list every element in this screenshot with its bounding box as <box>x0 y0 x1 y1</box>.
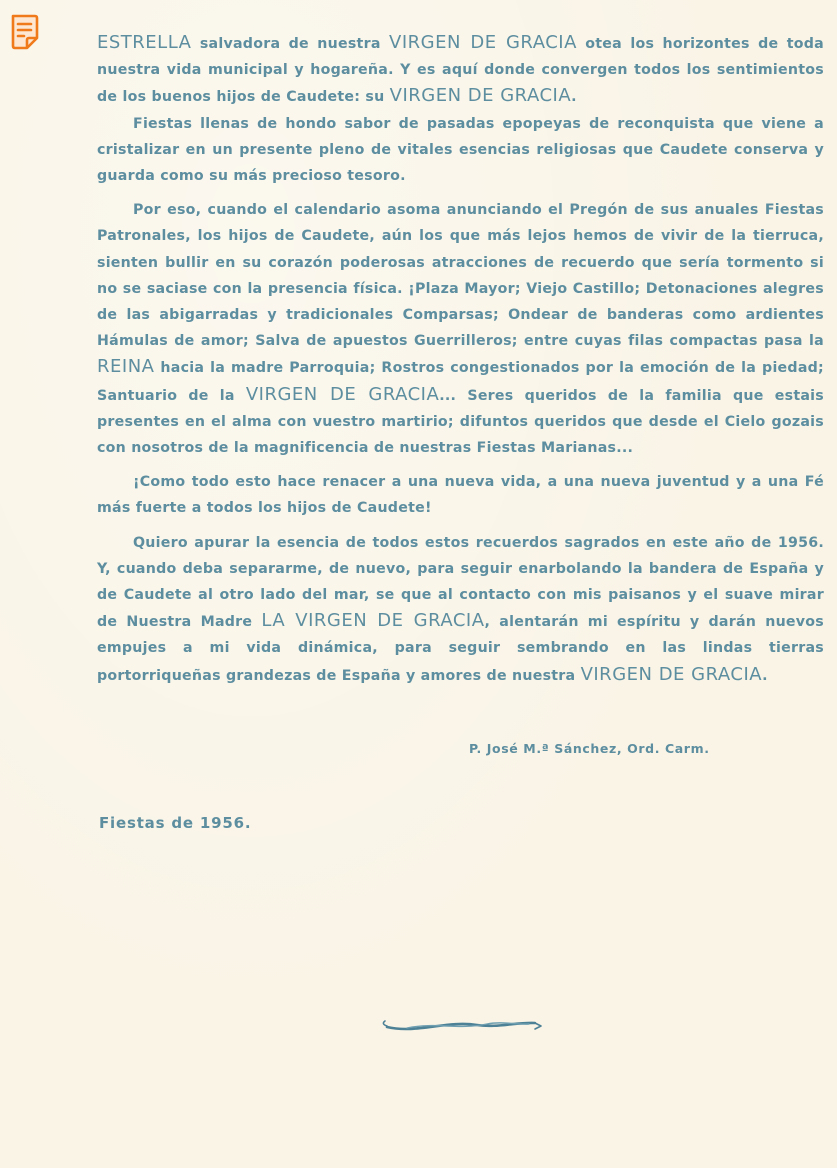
virgin-name: LA VIRGEN DE GRACIA <box>261 610 485 632</box>
reina-word: REINA <box>97 356 155 378</box>
note-icon-graphic <box>10 14 40 50</box>
author-signature: P. José M.ª Sánchez, Ord. Carm. <box>469 741 710 756</box>
paragraph-4: ¡Como todo esto hace renacer a una nueva vida, a una nueva juventud y a una Fé más fuerte a todos los hijos de Caudete! <box>97 474 824 517</box>
text-run: ... Seres queridos de la familia que estais presentes en el alma con vuestro martirio; difuntos queridos que desde el Cielo gozais con nosotros de la magnificencia de nuestras Fiestas Marianas... <box>97 387 824 457</box>
paragraph-1 <box>97 30 824 111</box>
article-body <box>97 30 824 689</box>
footer-date: Fiestas de 1956. <box>99 814 252 832</box>
text-run: Quiero apurar la esencia de todos estos recuerdos sagrados en este año de 1956. Y, cuando deba separarme, de nuevo, para seguir enarbolando la bandera de España y de Caudete al otro lado del mar, se que al contacto con mis paisanos y el suave mirar de Nuestra Madre <box>97 534 824 631</box>
text-run: hacia la madre Parroquia; Rostros congestionados por la emoción de la piedad; Santuario de la <box>97 360 824 404</box>
virgin-name: VIRGEN DE GRACIA <box>580 663 763 685</box>
virgin-name: VIRGEN DE GRACIA <box>389 32 577 53</box>
text-run: . <box>762 667 768 684</box>
virgin-name: VIRGEN DE GRACIA <box>389 85 572 107</box>
paragraph-3 <box>97 197 824 461</box>
text-run: salvadora de nuestra <box>191 36 390 52</box>
text-run: , alentarán mi espíritu y darán nuevos empujes a mi vida dinámica, para seguir sembrando en las lindas tierras portorriqueñas grandezas de España y amores de nuestra <box>97 614 824 684</box>
ornament-flourish <box>377 1016 545 1036</box>
text-run: Por eso, cuando el calendario asoma anunciando el Pregón de sus anuales Fiestas Patronales, los hijos de Caudete, aún los que más lejos hemos de vivir de la tierruca, sienten bullir en su corazón poderosas atracciones de recuerdo que sería tormento si no se saciase con la presencia física. ¡Plaza Mayor; Viejo Castillo; Detonaciones alegres de las abigarradas y tradicionales Comparsas; Ondear de banderas como ardientes Hámulas de amor; Salva de apuestos Guerrilleros; entre cuyas filas compactas pasa la <box>97 202 824 350</box>
text-run: . <box>571 89 577 106</box>
note-icon[interactable] <box>10 14 40 50</box>
paragraph-5 <box>97 530 824 689</box>
virgin-name: VIRGEN DE GRACIA <box>245 383 440 405</box>
text-run: otea los horizontes de toda nuestra vida municipal y hogareña. Y es aquí donde convergen todos los sentimientos de los buenos hijos de Caudete: su <box>97 36 824 106</box>
dropcap-word: ESTRELLA <box>97 32 192 53</box>
paragraph-2: Fiestas llenas de hondo sabor de pasadas epopeyas de reconquista que viene a cristalizar en un presente pleno de vitales esencias religiosas que Caudete conserva y guarda como su más precioso tesoro. <box>97 115 824 185</box>
